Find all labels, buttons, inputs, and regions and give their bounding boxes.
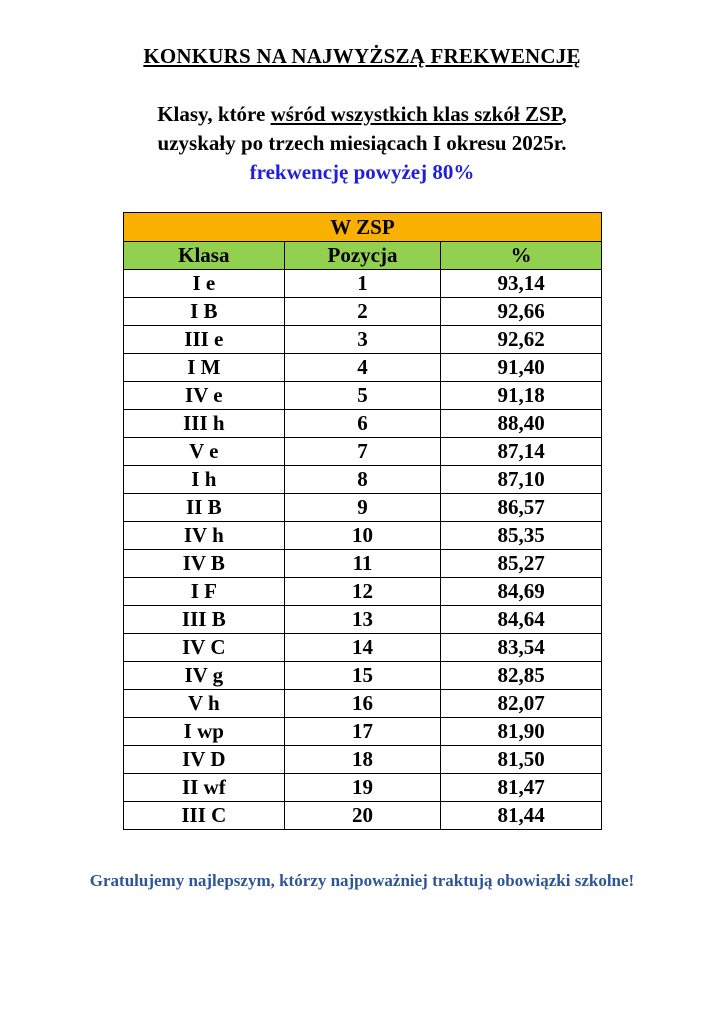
cell-klasa: III C	[124, 802, 285, 830]
cell-percent: 93,14	[441, 270, 602, 298]
table-row	[124, 438, 602, 466]
cell-klasa: IV C	[124, 634, 285, 662]
intro-text	[0, 100, 724, 187]
table-row	[124, 718, 602, 746]
cell-pozycja: 14	[284, 634, 441, 662]
table-row	[124, 354, 602, 382]
cell-percent: 82,07	[441, 690, 602, 718]
cell-klasa: V e	[124, 438, 285, 466]
table-row	[124, 298, 602, 326]
cell-percent: 81,47	[441, 774, 602, 802]
cell-percent: 92,66	[441, 298, 602, 326]
cell-pozycja: 3	[284, 326, 441, 354]
cell-percent: 83,54	[441, 634, 602, 662]
table-row	[124, 802, 602, 830]
cell-percent: 81,90	[441, 718, 602, 746]
cell-pozycja: 11	[284, 550, 441, 578]
cell-klasa: II wf	[124, 774, 285, 802]
cell-percent: 87,14	[441, 438, 602, 466]
cell-percent: 81,50	[441, 746, 602, 774]
footer-message: Gratulujemy najlepszym, którzy najpoważniej traktują obowiązki szkolne!	[89, 871, 635, 890]
cell-percent: 84,64	[441, 606, 602, 634]
table-body	[124, 270, 602, 830]
cell-klasa: II B	[124, 494, 285, 522]
cell-pozycja: 9	[284, 494, 441, 522]
cell-klasa: III h	[124, 410, 285, 438]
cell-pozycja: 12	[284, 578, 441, 606]
cell-percent: 87,10	[441, 466, 602, 494]
table-row	[124, 578, 602, 606]
intro-line-1-before: Klasy, które	[157, 102, 271, 126]
cell-percent: 85,35	[441, 522, 602, 550]
cell-klasa: I B	[124, 298, 285, 326]
cell-pozycja: 13	[284, 606, 441, 634]
cell-pozycja: 8	[284, 466, 441, 494]
cell-klasa: I F	[124, 578, 285, 606]
column-header-klasa: Klasa	[124, 242, 285, 270]
intro-line-3-highlight: frekwencję powyżej 80%	[249, 160, 475, 184]
cell-klasa: V h	[124, 690, 285, 718]
column-header-pozycja: Pozycja	[284, 242, 441, 270]
ranking-table	[123, 212, 602, 830]
intro-line-2: uzyskały po trzech miesiącach I okresu 2025r.	[157, 131, 567, 155]
cell-klasa: I wp	[124, 718, 285, 746]
table-row	[124, 326, 602, 354]
table-row	[124, 494, 602, 522]
cell-pozycja: 16	[284, 690, 441, 718]
table-row	[124, 690, 602, 718]
table-row	[124, 550, 602, 578]
table-banner: W ZSP	[124, 213, 602, 242]
cell-pozycja: 6	[284, 410, 441, 438]
table-row	[124, 662, 602, 690]
cell-klasa: I h	[124, 466, 285, 494]
table-row	[124, 606, 602, 634]
cell-pozycja: 5	[284, 382, 441, 410]
cell-klasa: IV h	[124, 522, 285, 550]
cell-klasa: IV B	[124, 550, 285, 578]
table-row	[124, 774, 602, 802]
cell-pozycja: 20	[284, 802, 441, 830]
cell-pozycja: 10	[284, 522, 441, 550]
table-row	[124, 410, 602, 438]
cell-percent: 91,18	[441, 382, 602, 410]
cell-klasa: I M	[124, 354, 285, 382]
cell-pozycja: 17	[284, 718, 441, 746]
intro-line-1-after: ,	[561, 102, 567, 126]
cell-percent: 81,44	[441, 802, 602, 830]
cell-percent: 92,62	[441, 326, 602, 354]
cell-pozycja: 4	[284, 354, 441, 382]
table-row	[124, 634, 602, 662]
cell-klasa: IV D	[124, 746, 285, 774]
table-row	[124, 382, 602, 410]
cell-klasa: III B	[124, 606, 285, 634]
cell-percent: 82,85	[441, 662, 602, 690]
column-header-percent: %	[441, 242, 602, 270]
cell-pozycja: 1	[284, 270, 441, 298]
table-row	[124, 746, 602, 774]
cell-percent: 91,40	[441, 354, 602, 382]
table-row	[124, 522, 602, 550]
cell-klasa: IV e	[124, 382, 285, 410]
cell-klasa: III e	[124, 326, 285, 354]
cell-percent: 86,57	[441, 494, 602, 522]
cell-percent: 85,27	[441, 550, 602, 578]
table-row	[124, 270, 602, 298]
cell-klasa: I e	[124, 270, 285, 298]
cell-pozycja: 19	[284, 774, 441, 802]
cell-percent: 84,69	[441, 578, 602, 606]
cell-pozycja: 18	[284, 746, 441, 774]
cell-klasa: IV g	[124, 662, 285, 690]
cell-pozycja: 2	[284, 298, 441, 326]
cell-percent: 88,40	[441, 410, 602, 438]
cell-pozycja: 15	[284, 662, 441, 690]
page-title: KONKURS NA NAJWYŻSZĄ FREKWENCJĘ	[143, 44, 581, 68]
cell-pozycja: 7	[284, 438, 441, 466]
intro-line-1-underlined: wśród wszystkich klas szkół ZSP	[270, 102, 562, 126]
intro-line-1	[0, 100, 724, 129]
table-row	[124, 466, 602, 494]
